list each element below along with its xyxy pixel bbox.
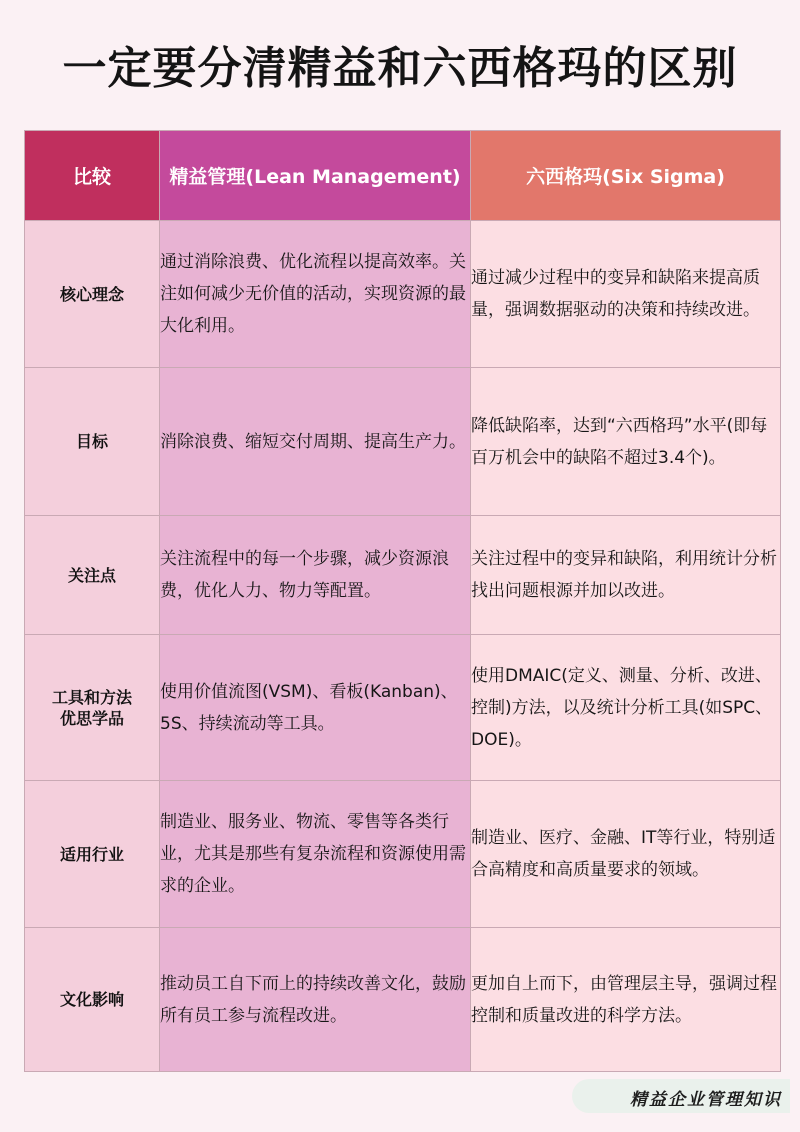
six-sigma-cell: 使用DMAIC(定义、测量、分析、改进、控制)方法，以及统计分析工具(如SPC、DOE)。 xyxy=(471,635,781,781)
lean-cell: 通过消除浪费、优化流程以提高效率。关注如何减少无价值的活动，实现资源的最大化利用。 xyxy=(160,221,471,368)
table-row xyxy=(25,516,781,635)
row-label-text: 关注点 xyxy=(67,565,116,585)
row-label-text: 适用行业 xyxy=(59,844,124,864)
lean-cell: 推动员工自下而上的持续改善文化，鼓励所有员工参与流程改进。 xyxy=(160,928,471,1072)
header-compare: 比较 xyxy=(25,131,160,221)
row-label xyxy=(25,368,160,516)
lean-cell: 制造业、服务业、物流、零售等各类行业，尤其是那些有复杂流程和资源使用需求的企业。 xyxy=(160,781,471,928)
row-label-text: 工具和方法 xyxy=(51,687,132,707)
footer-brand-badge xyxy=(572,1079,790,1113)
six-sigma-cell: 制造业、医疗、金融、IT等行业，特别适合高精度和高质量要求的领域。 xyxy=(471,781,781,928)
row-label xyxy=(25,221,160,368)
row-label xyxy=(25,516,160,635)
table-row xyxy=(25,368,781,516)
row-label-text: 文化影响 xyxy=(59,990,124,1009)
six-sigma-cell: 更加自上而下，由管理层主导，强调过程控制和质量改进的科学方法。 xyxy=(471,928,781,1072)
table-row xyxy=(25,781,781,928)
row-label xyxy=(25,928,160,1072)
lean-cell: 使用价值流图(VSM)、看板(Kanban)、5S、持续流动等工具。 xyxy=(160,635,471,781)
table-row xyxy=(25,928,781,1072)
row-label xyxy=(25,781,160,928)
table-header-row xyxy=(25,131,781,221)
row-label-watermark: 优思学品 xyxy=(59,708,124,728)
row-label-text: 目标 xyxy=(75,432,108,451)
comparison-table xyxy=(24,130,781,1072)
page-title: 一定要分清精益和六西格玛的区别 xyxy=(62,43,738,94)
table-row xyxy=(25,635,781,781)
footer-brand-text: 精益企业管理知识 xyxy=(630,1090,782,1110)
six-sigma-cell: 降低缺陷率，达到“六西格玛”水平(即每百万机会中的缺陷不超过3.4个)。 xyxy=(471,368,781,516)
lean-cell: 消除浪费、缩短交付周期、提高生产力。 xyxy=(160,368,471,516)
row-label-text: 核心理念 xyxy=(59,284,124,304)
lean-cell: 关注流程中的每一个步骤，减少资源浪费，优化人力、物力等配置。 xyxy=(160,516,471,635)
row-label xyxy=(25,635,160,781)
header-six-sigma: 六西格玛(Six Sigma) xyxy=(471,131,781,221)
six-sigma-cell: 关注过程中的变异和缺陷，利用统计分析找出问题根源并加以改进。 xyxy=(471,516,781,635)
table-row xyxy=(25,221,781,368)
six-sigma-cell: 通过减少过程中的变异和缺陷来提高质量，强调数据驱动的决策和持续改进。 xyxy=(471,221,781,368)
header-lean: 精益管理(Lean Management) xyxy=(160,131,471,221)
